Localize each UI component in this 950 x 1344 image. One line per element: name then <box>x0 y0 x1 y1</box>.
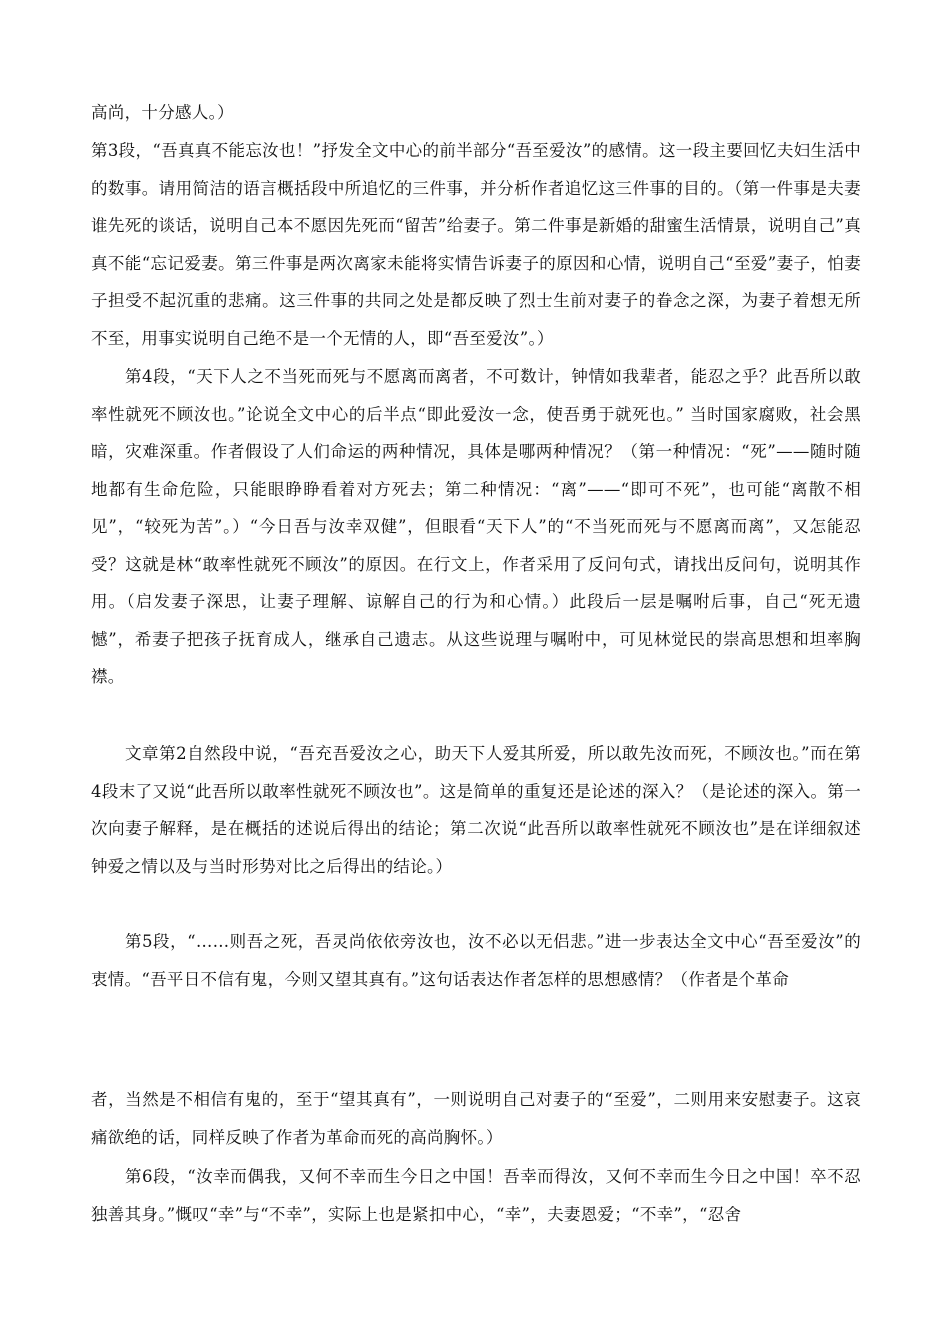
paragraph-3: 第4段，“天下人之不当死而死与不愿离而离者，不可数计，钟情如我辈者，能忍之乎？此吾所以敢率性就死不顾汝也。”论说全文中心的后半点“即此爱汝一念，使吾勇于就死也。” 当时国家腐败，社会黑暗，灾难深重。作者假设了人们命运的两种情况，具体是哪两种情况？（第一种情况：“死”——随时随地都有生命危险，只能眼睁睁看着对方死去；第二种情况：“离”——“即可不死”，也可能“离散不相见”，“较死为苦”。）“今日吾与汝幸双健”，但眼看“天下人”的“不当死而死与不愿离而离”，又怎能忍受？这就是林“敢率性就死不顾汝”的原因。在行文上，作者采用了反问句式，请找出反问句，说明其作用。（启发妻子深思，让妻子理解、谅解自己的行为和心情。）此段后一层是嘱咐后事，自己“死无遗憾”，希妻子把孩子抚育成人，继承自己遗志。从这些说理与嘱咐中，可见林觉民的崇高思想和坦率胸襟。 <box>91 367 861 686</box>
paragraph-5: 第5段，“……则吾之死，吾灵尚依依旁汝也，汝不必以无侣悲。”进一步表达全文中心“吾至爱汝”的衷情。“吾平日不信有鬼，今则又望其真有。”这句话表达作者怎样的思想感情？（作者是个革命 <box>91 932 861 989</box>
paragraph-4: 文章第2自然段中说，“吾充吾爱汝之心，助天下人爱其所爱，所以敢先汝而死，不顾汝也。”而在第4段末了又说“此吾所以敢率性就死不顾汝也”。这是简单的重复还是论述的深入？（是论述的深入。第一次向妻子解释，是在概括的述说后得出的结论；第二次说“此吾所以敢率性就死不顾汝也”是在详细叙述钟爱之情以及与当时形势对比之后得出的结论。） <box>91 744 861 876</box>
paragraph-1: 高尚，十分感人。） <box>91 103 234 122</box>
paragraph-6: 者，当然是不相信有鬼的，至于“望其真有”，一则说明自己对妻子的“至爱”，二则用来安慰妻子。这哀痛欲绝的话，同样反映了作者为革命而死的高尚胸怀。） <box>91 1090 861 1147</box>
paragraph-7: 第6段，“汝幸而偶我，又何不幸而生今日之中国！吾幸而得汝，又何不幸而生今日之中国！卒不忍独善其身。”慨叹“幸”与“不幸”，实际上也是紧扣中心，“幸”，夫妻恩爱；“不幸”，“忍舍 <box>91 1167 861 1224</box>
paragraph-2: 第3段，“吾真真不能忘汝也！”抒发全文中心的前半部分“吾至爱汝”的感情。这一段主要回忆夫妇生活中的数事。请用简洁的语言概括段中所追忆的三件事，并分析作者追忆这三件事的目的。（第一件事是夫妻谁先死的谈话，说明自己本不愿因先死而“留苦”给妻子。第二件事是新婚的甜蜜生活情景，说明自己”真真不能“忘记爱妻。第三件事是两次离家未能将实情告诉妻子的原因和心情，说明自己“至爱”妻子，怕妻子担受不起沉重的悲痛。这三件事的共同之处是都反映了烈士生前对妻子的眷念之深，为妻子着想无所不至，用事实说明自己绝不是一个无情的人，即“吾至爱汝”。） <box>91 141 861 348</box>
